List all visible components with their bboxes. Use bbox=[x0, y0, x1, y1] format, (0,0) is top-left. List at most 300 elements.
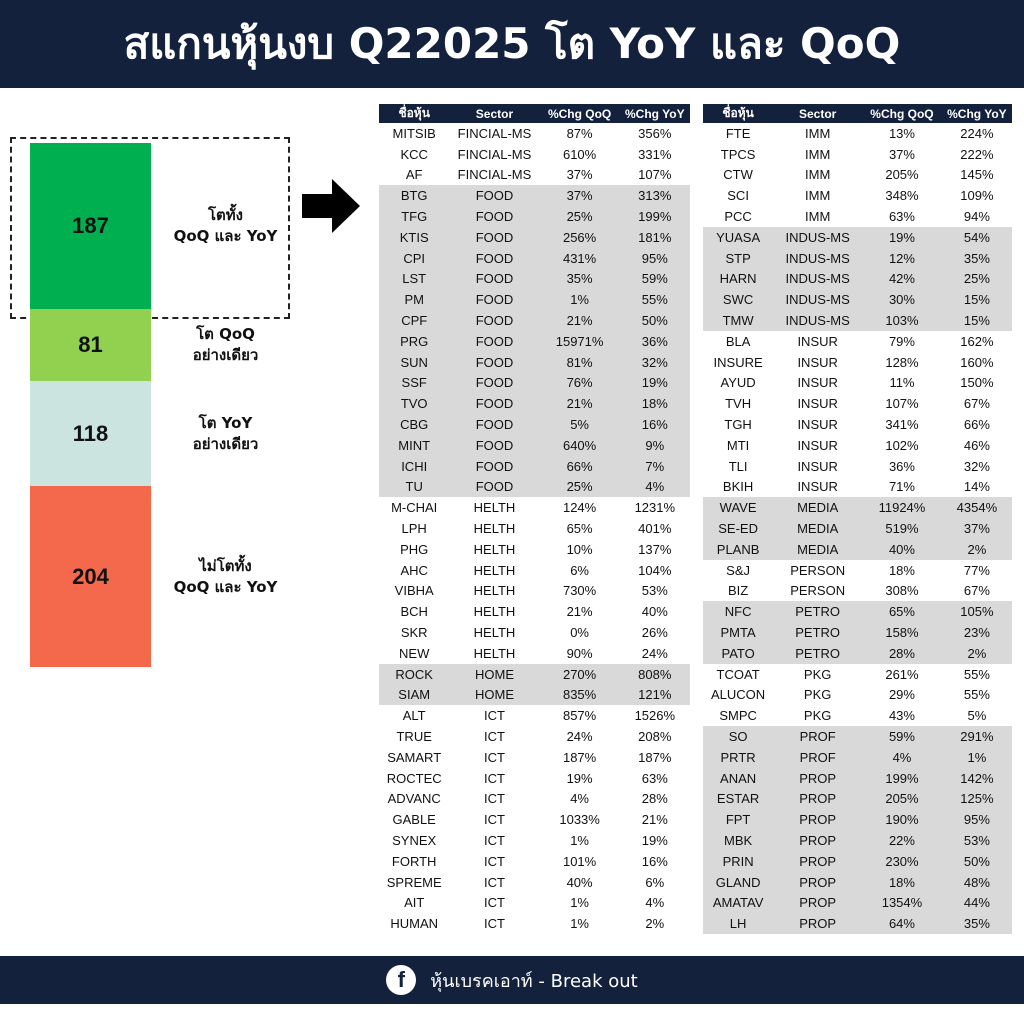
cell-sector: PROP bbox=[773, 789, 862, 810]
cell-sector: IMM bbox=[805, 188, 831, 204]
cell-stock-name: M-CHAI bbox=[391, 500, 438, 516]
cell-sector: PKG bbox=[803, 687, 832, 703]
table-row bbox=[703, 539, 1012, 560]
stock-table-right bbox=[703, 104, 1012, 934]
table-row bbox=[703, 373, 1012, 394]
cell-sector: FOOD bbox=[449, 185, 539, 206]
cell-sector: FOOD bbox=[449, 393, 539, 414]
cell-sector: ICT bbox=[484, 770, 505, 786]
cell-stock-name: TCOAT bbox=[716, 666, 760, 682]
cell-sector: ICT bbox=[484, 708, 505, 724]
cell-qoq: 199% bbox=[862, 768, 942, 789]
cell-yoy: 46% bbox=[963, 437, 990, 453]
cell-yoy: 2% bbox=[942, 539, 1012, 560]
cell-sector: INDUS-MS bbox=[773, 310, 862, 331]
cell-qoq: 90% bbox=[566, 645, 593, 661]
table-row bbox=[703, 435, 1012, 456]
cell-qoq: 1% bbox=[570, 895, 589, 911]
summary-yoy-only bbox=[30, 381, 300, 486]
cell-sector: ICT bbox=[484, 853, 505, 869]
cell-sector: ICT bbox=[484, 749, 505, 765]
table-row bbox=[703, 497, 1012, 518]
cell-qoq: 4% bbox=[862, 747, 942, 768]
summary-qoq-label bbox=[151, 309, 300, 381]
cell-stock-name: BTG bbox=[379, 185, 449, 206]
table-row bbox=[703, 643, 1012, 664]
cell-yoy: 150% bbox=[960, 375, 994, 391]
summary-both-line2: QoQ และ YoY bbox=[173, 227, 278, 245]
cell-sector: PKG bbox=[803, 666, 832, 682]
cell-yoy: 19% bbox=[641, 832, 668, 848]
table-row bbox=[379, 518, 690, 539]
cell-sector: INSUR bbox=[797, 417, 838, 433]
cell-qoq: 101% bbox=[562, 853, 597, 869]
cell-sector: IMM bbox=[805, 146, 831, 162]
cell-yoy: 6% bbox=[645, 874, 665, 890]
cell-qoq: 1% bbox=[540, 289, 620, 310]
table-row bbox=[703, 830, 1012, 851]
cell-sector: HELTH bbox=[473, 562, 516, 578]
cell-sector: ICT bbox=[484, 895, 505, 911]
cell-sector: HELTH bbox=[473, 645, 516, 661]
cell-sector: ICT bbox=[484, 916, 505, 932]
cell-yoy: 222% bbox=[960, 146, 994, 162]
cell-qoq: 1% bbox=[570, 916, 589, 932]
table-row bbox=[379, 185, 690, 206]
table-row bbox=[379, 726, 690, 747]
cell-stock-name: PM bbox=[379, 289, 449, 310]
cell-yoy: 48% bbox=[942, 872, 1012, 893]
table-row bbox=[703, 851, 1012, 872]
cell-yoy: 1% bbox=[942, 747, 1012, 768]
cell-qoq: 30% bbox=[862, 289, 942, 310]
cell-sector: HELTH bbox=[473, 500, 516, 516]
cell-qoq: 1354% bbox=[862, 892, 942, 913]
cell-yoy: 26% bbox=[641, 625, 668, 641]
cell-sector: IMM bbox=[805, 167, 831, 183]
table-header-row bbox=[703, 104, 1012, 123]
cell-sector: FOOD bbox=[449, 435, 539, 456]
cell-yoy: 142% bbox=[942, 768, 1012, 789]
cell-stock-name: ALT bbox=[402, 708, 426, 724]
cell-stock-name: SCI bbox=[727, 188, 749, 204]
summary-none-line1: ไม่โตทั้ง bbox=[199, 556, 252, 575]
cell-sector: FOOD bbox=[449, 414, 539, 435]
cell-stock-name: ALUCON bbox=[711, 687, 766, 703]
cell-qoq: 28% bbox=[862, 643, 942, 664]
cell-qoq: 63% bbox=[888, 209, 915, 225]
cell-sector: HELTH bbox=[473, 583, 516, 599]
summary-yoy-count: 118 bbox=[30, 381, 151, 486]
col-header-qoq: %Chg QoQ bbox=[862, 104, 942, 123]
cell-stock-name: TGH bbox=[724, 417, 752, 433]
table-row bbox=[379, 310, 690, 331]
col-header-yoy: %Chg YoY bbox=[942, 104, 1012, 123]
table-row bbox=[703, 705, 1012, 726]
cell-sector: FINCIAL-MS bbox=[457, 125, 532, 141]
cell-yoy: 67% bbox=[963, 583, 990, 599]
cell-stock-name: BIZ bbox=[727, 583, 749, 599]
table-row bbox=[379, 227, 690, 248]
cell-qoq: 103% bbox=[862, 310, 942, 331]
cell-yoy: 28% bbox=[641, 791, 668, 807]
cell-sector: HOME bbox=[449, 685, 539, 706]
cell-stock-name: AMATAV bbox=[703, 892, 773, 913]
cell-stock-name: PATO bbox=[703, 643, 773, 664]
cell-stock-name: TFG bbox=[379, 206, 449, 227]
table-row bbox=[703, 248, 1012, 269]
table-row bbox=[379, 601, 690, 622]
cell-sector: ICT bbox=[484, 874, 505, 890]
table-row bbox=[703, 685, 1012, 706]
cell-yoy: 181% bbox=[620, 227, 690, 248]
cell-stock-name: WAVE bbox=[703, 497, 773, 518]
table-row bbox=[379, 206, 690, 227]
cell-qoq: 87% bbox=[566, 125, 593, 141]
cell-stock-name: FTE bbox=[725, 125, 751, 141]
cell-yoy: 36% bbox=[620, 331, 690, 352]
cell-yoy: 14% bbox=[963, 479, 990, 495]
cell-yoy: 15% bbox=[942, 310, 1012, 331]
cell-yoy: 208% bbox=[638, 729, 672, 744]
cell-yoy: 53% bbox=[942, 830, 1012, 851]
table-row bbox=[379, 373, 690, 394]
table-row bbox=[703, 601, 1012, 622]
cell-qoq: 18% bbox=[862, 872, 942, 893]
cell-stock-name: MINT bbox=[379, 435, 449, 456]
cell-qoq: 187% bbox=[562, 749, 597, 765]
cell-yoy: 95% bbox=[620, 248, 690, 269]
table-row bbox=[379, 289, 690, 310]
cell-stock-name: TLI bbox=[728, 458, 748, 474]
cell-qoq: 43% bbox=[888, 708, 915, 724]
cell-qoq: 25% bbox=[540, 477, 620, 498]
cell-qoq: 857% bbox=[562, 708, 597, 724]
cell-stock-name: HUMAN bbox=[390, 916, 439, 932]
cell-yoy: 54% bbox=[942, 227, 1012, 248]
cell-stock-name: SPREME bbox=[386, 874, 442, 890]
cell-qoq: 40% bbox=[862, 539, 942, 560]
cell-qoq: 5% bbox=[540, 414, 620, 435]
cell-yoy: 15% bbox=[942, 289, 1012, 310]
table-row bbox=[703, 206, 1012, 227]
summary-yoy-label bbox=[151, 381, 300, 486]
cell-sector: PKG bbox=[803, 708, 832, 724]
cell-qoq: 13% bbox=[888, 125, 915, 141]
cell-qoq: 256% bbox=[540, 227, 620, 248]
cell-qoq: 37% bbox=[540, 185, 620, 206]
cell-sector: INSUR bbox=[797, 479, 838, 495]
cell-yoy: 224% bbox=[960, 125, 994, 141]
cell-stock-name: BLA bbox=[725, 333, 751, 349]
table-row bbox=[703, 331, 1012, 352]
cell-qoq: 205% bbox=[885, 167, 919, 183]
cell-qoq: 66% bbox=[540, 456, 620, 477]
table-row bbox=[703, 165, 1012, 186]
table-row bbox=[379, 851, 690, 872]
cell-stock-name: INSURE bbox=[713, 354, 763, 370]
cell-sector: ICT bbox=[484, 729, 505, 744]
cell-qoq: 11% bbox=[889, 375, 915, 391]
cell-yoy: 50% bbox=[942, 851, 1012, 872]
summary-qoq-count: 81 bbox=[30, 309, 151, 381]
cell-stock-name: CTW bbox=[723, 167, 753, 183]
cell-yoy: 4% bbox=[645, 895, 665, 911]
cell-qoq: 24% bbox=[566, 729, 593, 744]
cell-sector: FOOD bbox=[449, 331, 539, 352]
table-row bbox=[703, 622, 1012, 643]
cell-sector: INSUR bbox=[797, 375, 838, 391]
cell-yoy: 1526% bbox=[634, 708, 676, 724]
cell-qoq: 230% bbox=[862, 851, 942, 872]
cell-sector: FOOD bbox=[449, 477, 539, 498]
cell-qoq: 15971% bbox=[540, 331, 620, 352]
cell-yoy: 187% bbox=[638, 749, 672, 765]
cell-qoq: 37% bbox=[566, 167, 593, 183]
cell-yoy: 55% bbox=[620, 289, 690, 310]
cell-stock-name: HARN bbox=[703, 269, 773, 290]
cell-sector: HELTH bbox=[473, 604, 516, 620]
cell-stock-name: SMPC bbox=[719, 708, 757, 724]
cell-qoq: 270% bbox=[540, 664, 620, 685]
cell-stock-name: TVO bbox=[379, 393, 449, 414]
cell-yoy: 16% bbox=[641, 853, 668, 869]
table-row bbox=[379, 477, 690, 498]
table-row bbox=[703, 768, 1012, 789]
cell-sector: INSUR bbox=[797, 437, 838, 453]
cell-qoq: 11924% bbox=[862, 497, 942, 518]
cell-yoy: 50% bbox=[620, 310, 690, 331]
cell-stock-name: PHG bbox=[400, 541, 429, 557]
cell-yoy: 32% bbox=[963, 458, 990, 474]
table-row bbox=[379, 414, 690, 435]
table-row bbox=[703, 789, 1012, 810]
summary-yoy-line2: อย่างเดียว bbox=[192, 434, 259, 453]
cell-qoq: 29% bbox=[888, 687, 915, 703]
col-header-qoq: %Chg QoQ bbox=[540, 104, 620, 123]
cell-yoy: 25% bbox=[942, 269, 1012, 290]
table-row bbox=[703, 913, 1012, 934]
cell-qoq: 102% bbox=[885, 437, 919, 453]
cell-yoy: 77% bbox=[963, 562, 990, 578]
cell-stock-name: TVH bbox=[725, 396, 752, 412]
cell-sector: PROF bbox=[773, 747, 862, 768]
cell-sector: INDUS-MS bbox=[773, 248, 862, 269]
table-row bbox=[703, 185, 1012, 206]
cell-yoy: 18% bbox=[620, 393, 690, 414]
summary-none-line2: QoQ และ YoY bbox=[173, 577, 278, 596]
summary-qoq-line1: โต QoQ bbox=[196, 325, 255, 343]
cell-sector: PROP bbox=[773, 768, 862, 789]
cell-yoy: 145% bbox=[960, 167, 994, 183]
cell-stock-name: ESTAR bbox=[703, 789, 773, 810]
table-row bbox=[379, 456, 690, 477]
header-banner bbox=[0, 0, 1024, 88]
cell-yoy: 23% bbox=[942, 622, 1012, 643]
cell-yoy: 63% bbox=[641, 770, 668, 786]
cell-sector: FINCIAL-MS bbox=[457, 167, 532, 183]
cell-sector: PETRO bbox=[773, 643, 862, 664]
cell-yoy: 53% bbox=[641, 583, 668, 599]
cell-stock-name: CPI bbox=[379, 248, 449, 269]
table-row bbox=[703, 892, 1012, 913]
cell-qoq: 1033% bbox=[559, 812, 600, 828]
cell-qoq: 21% bbox=[566, 604, 593, 620]
cell-yoy: 32% bbox=[620, 352, 690, 373]
cell-qoq: 124% bbox=[562, 500, 597, 516]
summary-both-count: 187 bbox=[30, 143, 151, 309]
cell-sector: INSUR bbox=[797, 458, 838, 474]
cell-yoy: 1231% bbox=[634, 500, 676, 516]
cell-stock-name: PRIN bbox=[703, 851, 773, 872]
table-row bbox=[379, 539, 690, 560]
cell-yoy: 40% bbox=[641, 604, 668, 620]
cell-sector: INDUS-MS bbox=[773, 269, 862, 290]
cell-sector: FOOD bbox=[449, 248, 539, 269]
cell-yoy: 137% bbox=[638, 541, 672, 557]
arrow-right-icon bbox=[302, 176, 362, 236]
table-row bbox=[379, 497, 690, 518]
col-header-name: ชื่อหุ้น bbox=[379, 104, 449, 123]
table-row bbox=[703, 747, 1012, 768]
table-row bbox=[703, 518, 1012, 539]
cell-sector: PROP bbox=[773, 892, 862, 913]
cell-sector: FOOD bbox=[449, 206, 539, 227]
table-row bbox=[703, 664, 1012, 685]
cell-stock-name: LST bbox=[379, 269, 449, 290]
cell-yoy: 105% bbox=[942, 601, 1012, 622]
cell-yoy: 2% bbox=[942, 643, 1012, 664]
table-row bbox=[379, 393, 690, 414]
cell-sector: INSUR bbox=[797, 354, 838, 370]
col-header-sector: Sector bbox=[773, 104, 862, 123]
col-header-yoy: %Chg YoY bbox=[620, 104, 690, 123]
cell-yoy: 4354% bbox=[942, 497, 1012, 518]
table-row bbox=[703, 269, 1012, 290]
cell-qoq: 79% bbox=[888, 333, 915, 349]
cell-sector: PERSON bbox=[790, 583, 846, 599]
cell-yoy: 107% bbox=[638, 167, 672, 183]
cell-stock-name: ADVANC bbox=[387, 791, 441, 807]
cell-sector: PROP bbox=[773, 809, 862, 830]
cell-qoq: 348% bbox=[885, 188, 919, 204]
cell-sector: PROP bbox=[773, 913, 862, 934]
cell-sector: FOOD bbox=[449, 289, 539, 310]
cell-sector: PROP bbox=[773, 830, 862, 851]
table-row bbox=[703, 123, 1012, 144]
cell-sector: MEDIA bbox=[773, 518, 862, 539]
cell-stock-name: SKR bbox=[400, 625, 428, 641]
cell-stock-name: NEW bbox=[399, 645, 430, 661]
cell-qoq: 205% bbox=[862, 789, 942, 810]
cell-yoy: 125% bbox=[942, 789, 1012, 810]
cell-qoq: 21% bbox=[540, 310, 620, 331]
cell-yoy: 35% bbox=[942, 248, 1012, 269]
cell-yoy: 9% bbox=[620, 435, 690, 456]
cell-sector: FOOD bbox=[449, 310, 539, 331]
cell-sector: HELTH bbox=[473, 625, 516, 641]
cell-stock-name: LH bbox=[703, 913, 773, 934]
cell-stock-name: SE-ED bbox=[703, 518, 773, 539]
table-row bbox=[703, 560, 1012, 581]
cell-yoy: 95% bbox=[942, 809, 1012, 830]
cell-qoq: 36% bbox=[888, 458, 915, 474]
cell-qoq: 431% bbox=[540, 248, 620, 269]
cell-sector: FOOD bbox=[449, 373, 539, 394]
cell-qoq: 22% bbox=[862, 830, 942, 851]
cell-stock-name: PCC bbox=[724, 209, 752, 225]
cell-sector: PERSON bbox=[790, 562, 846, 578]
cell-qoq: 128% bbox=[885, 354, 919, 370]
table-row bbox=[379, 248, 690, 269]
summary-none-count: 204 bbox=[30, 486, 151, 667]
cell-stock-name: ANAN bbox=[703, 768, 773, 789]
facebook-icon: f bbox=[386, 965, 416, 995]
cell-stock-name: SWC bbox=[703, 289, 773, 310]
table-row bbox=[703, 581, 1012, 602]
cell-stock-name: SIAM bbox=[379, 685, 449, 706]
cell-qoq: 308% bbox=[885, 583, 919, 599]
cell-stock-name: TMW bbox=[703, 310, 773, 331]
cell-yoy: 7% bbox=[620, 456, 690, 477]
table-row bbox=[379, 789, 690, 810]
cell-stock-name: BCH bbox=[400, 604, 428, 620]
table-row bbox=[703, 456, 1012, 477]
summary-qoq-only bbox=[30, 309, 300, 381]
cell-yoy: 59% bbox=[620, 269, 690, 290]
cell-stock-name: SUN bbox=[379, 352, 449, 373]
cell-stock-name: GLAND bbox=[703, 872, 773, 893]
cell-stock-name: SYNEX bbox=[392, 832, 437, 848]
table-row bbox=[379, 768, 690, 789]
cell-stock-name: TRUE bbox=[396, 729, 432, 744]
cell-stock-name: FPT bbox=[703, 809, 773, 830]
cell-stock-name: LPH bbox=[401, 521, 427, 537]
cell-stock-name: S&J bbox=[726, 562, 751, 578]
cell-sector: FOOD bbox=[449, 269, 539, 290]
cell-yoy: 21% bbox=[641, 812, 668, 828]
cell-yoy: 356% bbox=[638, 125, 672, 141]
cell-qoq: 21% bbox=[540, 393, 620, 414]
table-row bbox=[703, 227, 1012, 248]
col-header-sector: Sector bbox=[449, 104, 539, 123]
cell-stock-name: PRG bbox=[379, 331, 449, 352]
cell-yoy: 35% bbox=[942, 913, 1012, 934]
cell-sector: PROF bbox=[773, 726, 862, 747]
cell-qoq: 0% bbox=[570, 625, 589, 641]
cell-qoq: 19% bbox=[862, 227, 942, 248]
cell-stock-name: TU bbox=[379, 477, 449, 498]
cell-stock-name: ROCTEC bbox=[386, 770, 442, 786]
footer-text: หุ้นเบรคเอาท์ - Break out bbox=[430, 970, 638, 992]
cell-yoy: 162% bbox=[960, 333, 994, 349]
cell-sector: ICT bbox=[484, 791, 505, 807]
cell-qoq: 37% bbox=[888, 146, 915, 162]
cell-yoy: 37% bbox=[942, 518, 1012, 539]
cell-yoy: 19% bbox=[620, 373, 690, 394]
table-row bbox=[379, 435, 690, 456]
cell-yoy: 331% bbox=[638, 146, 672, 162]
summary-panel bbox=[30, 143, 300, 667]
cell-stock-name: PRTR bbox=[703, 747, 773, 768]
cell-yoy: 104% bbox=[638, 562, 672, 578]
table-row bbox=[379, 352, 690, 373]
cell-sector: ICT bbox=[484, 832, 505, 848]
footer-bar bbox=[0, 956, 1024, 1004]
cell-stock-name: YUASA bbox=[703, 227, 773, 248]
cell-qoq: 65% bbox=[566, 521, 593, 537]
cell-yoy: 313% bbox=[620, 185, 690, 206]
